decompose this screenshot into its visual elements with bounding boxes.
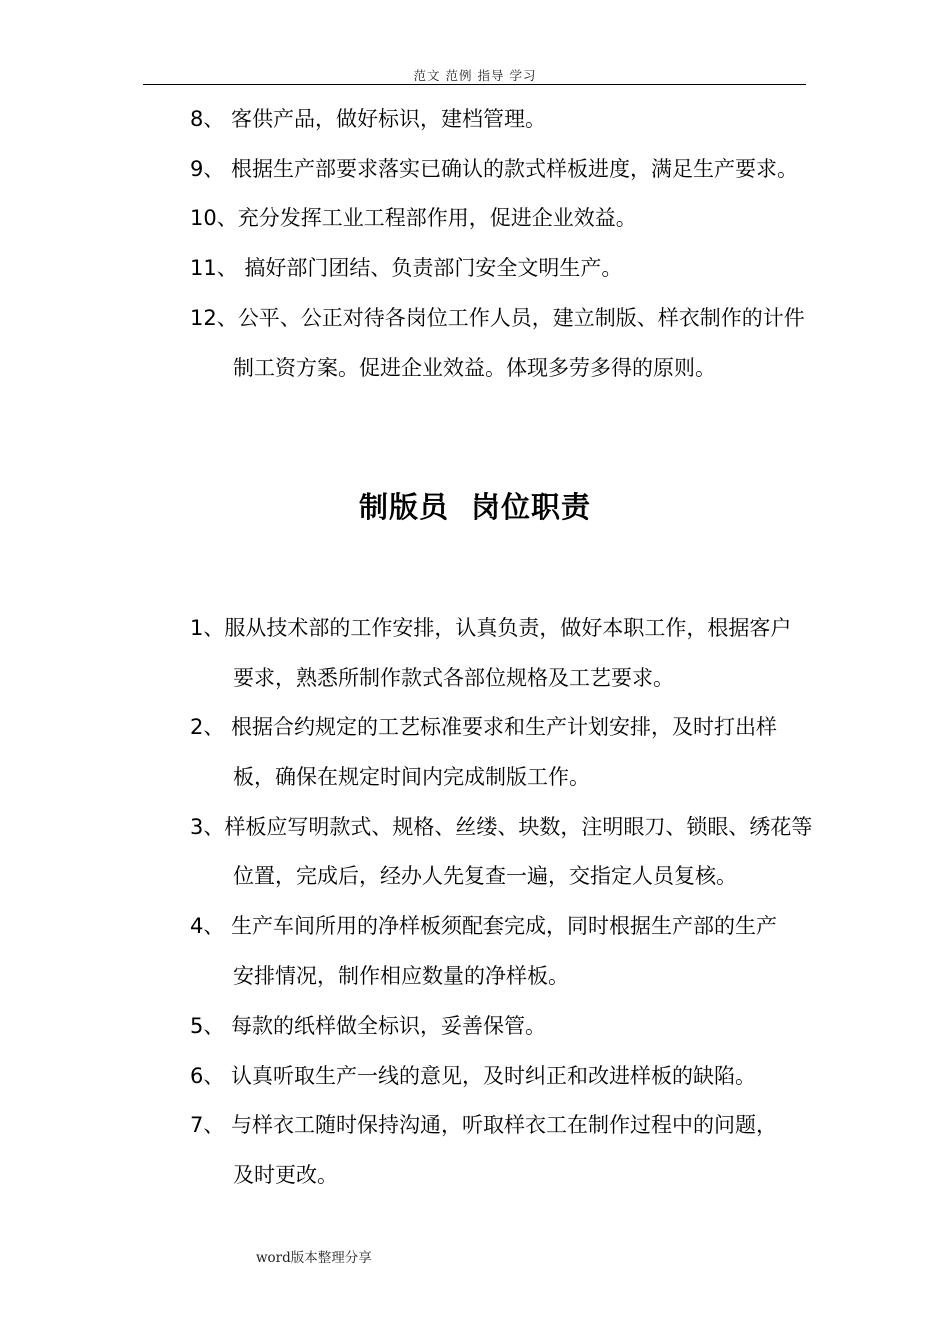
pattern-duty-7-continued: 及时更改。 xyxy=(233,1163,338,1187)
pattern-duty-3: 3、样板应写明款式、规格、丝缕、块数，注明眼刀、锁眼、绣花等 xyxy=(190,815,813,839)
section-title-role: 制版员 xyxy=(358,490,449,524)
duty-item-12: 12、公平、公正对待各岗位工作人员，建立制版、样衣制作的计件 xyxy=(190,306,805,330)
pattern-duty-4-continued: 安排情况，制作相应数量的净样板。 xyxy=(233,964,569,988)
duty-item-11: 11、 搞好部门团结、负责部门安全文明生产。 xyxy=(190,256,623,280)
duty-item-8: 8、 客供产品，做好标识，建档管理。 xyxy=(190,107,547,131)
pattern-duty-7: 7、 与样衣工随时保持沟通，听取样衣工在制作过程中的问题， xyxy=(190,1113,778,1137)
page-header: 范文 范例 指导 学习 xyxy=(413,68,537,83)
page-footer: word版本整理分享 xyxy=(256,1250,372,1266)
pattern-duty-1-continued: 要求，熟悉所制作款式各部位规格及工艺要求。 xyxy=(233,666,674,690)
pattern-duty-5: 5、 每款的纸样做全标识，妥善保管。 xyxy=(190,1014,547,1038)
header-divider xyxy=(143,84,806,85)
pattern-duty-3-continued: 位置，完成后，经办人先复查一遍，交指定人员复核。 xyxy=(233,864,737,888)
pattern-duty-2: 2、 根据合约规定的工艺标准要求和生产计划安排，及时打出样 xyxy=(190,715,778,739)
section-title-duties: 岗位职责 xyxy=(471,490,592,524)
duty-item-10: 10、充分发挥工业工程部作用，促进企业效益。 xyxy=(190,206,637,230)
duty-item-12-continued: 制工资方案。促进企业效益。体现多劳多得的原则。 xyxy=(233,356,716,380)
pattern-duty-2-continued: 板，确保在规定时间内完成制版工作。 xyxy=(233,765,590,789)
section-title xyxy=(0,487,950,527)
pattern-duty-4: 4、 生产车间所用的净样板须配套完成，同时根据生产部的生产 xyxy=(190,914,778,938)
pattern-duty-1: 1、服从技术部的工作安排，认真负责，做好本职工作，根据客户 xyxy=(190,616,792,640)
duty-item-9: 9、 根据生产部要求落实已确认的款式样板进度，满足生产要求。 xyxy=(190,157,799,181)
pattern-duty-6: 6、 认真听取生产一线的意见，及时纠正和改进样板的缺陷。 xyxy=(190,1064,757,1088)
